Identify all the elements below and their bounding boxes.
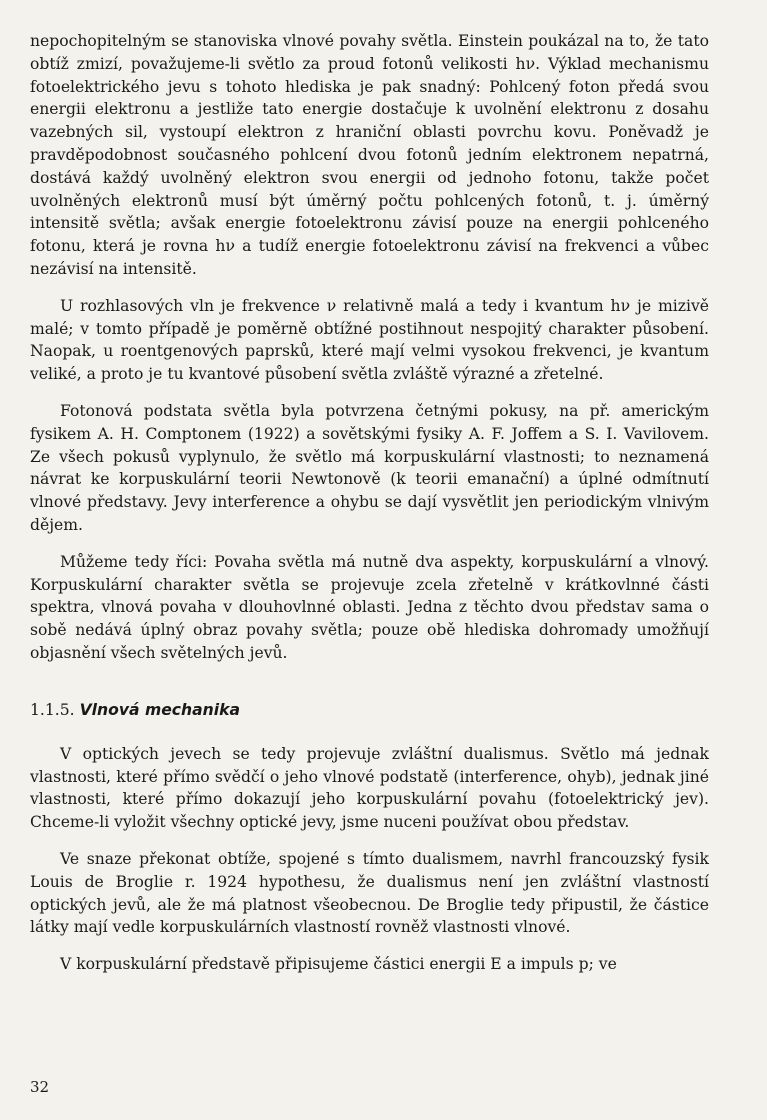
section-number: 1.1.5. [30, 700, 75, 719]
paragraph-photoelectric: nepochopitelným se stanoviska vlnové povahy světla. Einstein poukázal na to, že tato obtíž zmizí, považujeme-li světlo za proud fotonů velikosti hν. Výklad mechanismu fotoelektrického jevu s tohoto hlediska je pak snadný: Pohlcený foton předá svou energii elektronu a jestliže tato energie dostačuje k uvolnění elektronu z dosahu vazebných sil, vystoupí elektron z hraniční oblasti povrchu kovu. Poněvadž je pravděpodobnost současného pohlcení dvou fotonů jedním elektronem nepatrná, dostává každý uvolněný elektron svou energii od jednoho fotonu, takže počet uvolněných elektronů musí být úměrný počtu pohlcených fotonů, t. j. úměrný intensitě světla; avšak energie fotoelektronu závisí pouze na energii pohlceného fotonu, která je rovna hν a tudíž energie fotoelektronu závisí na frekvenci a vůbec nezávisí na intensitě. [30, 32, 709, 278]
paragraph-photon-confirmation: Fotonová podstata světla byla potvrzena četnými pokusy, na př. americkým fysikem A. H. Comptonem (1922) a sovětskými fysiky A. F. Joffem a S. I. Vavilovem. Ze všech pokusů vyplynulo, že světlo má korpuskulární vlastnosti; to neznamená návrat ke korpuskulární teorii Newtonově (k teorii emanační) a úplné odmítnutí vlnové představy. Jevy interference a ohybu se dají vysvětlit jen periodickým vlnivým dějem. [30, 401, 709, 534]
paragraph-two-aspects: Můžeme tedy říci: Povaha světla má nutně dva aspekty, korpuskulární a vlnový. Korpuskulární charakter světla se projevuje zcela zřetelně v krátkovlnné části spektra, vlnová povaha v dlouhovlnné oblasti. Jedna z těchto dvou představ sama o sobě nedává úplný obraz povahy světla; pouze obě hlediska dohromady umožňují objasnění všech světelných jevů. [30, 552, 709, 662]
paragraph-radio-waves: U rozhlasových vln je frekvence ν relativně malá a tedy i kvantum hν je mizivě malé; v tomto případě je poměrně obtížné postihnout nespojitý charakter působení. Naopak, u roentgenových paprsků, které mají velmi vysokou frekvenci, je kvantum veliké, a proto je tu kvantové působení světla zvláště výrazné a zřetelné. [30, 296, 709, 384]
section-title: Vlnová mechanika [79, 700, 240, 719]
paragraph-de-broglie: Ve snaze překonat obtíže, spojené s tímto dualismem, navrhl francouzský fysik Louis de Broglie r. 1924 hypothesu, že dualismus není jen zvláštní vlastností optických jevů, ale že má platnost všeobecnou. De Broglie tedy připustil, že částice látky mají vedle korpuskulárních vlastností rovněž vlastnosti vlnové. [30, 849, 709, 937]
section-heading [30, 699, 709, 721]
paragraph-energy-impulse: V korpuskulární představě připisujeme částici energii E a impuls p; ve [60, 955, 617, 974]
paragraph-dualism: V optických jevech se tedy projevuje zvláštní dualismus. Světlo má jednak vlastnosti, které přímo svědčí o jeho vlnové podstatě (interference, ohyb), jednak jiné vlastnosti, které přímo dokazují jeho korpuskulární povahu (fotoelektrický jev). Chceme-li vyložit všechny optické jevy, jsme nuceni používat obou představ. [30, 744, 709, 832]
page-number: 32 [30, 1078, 50, 1096]
